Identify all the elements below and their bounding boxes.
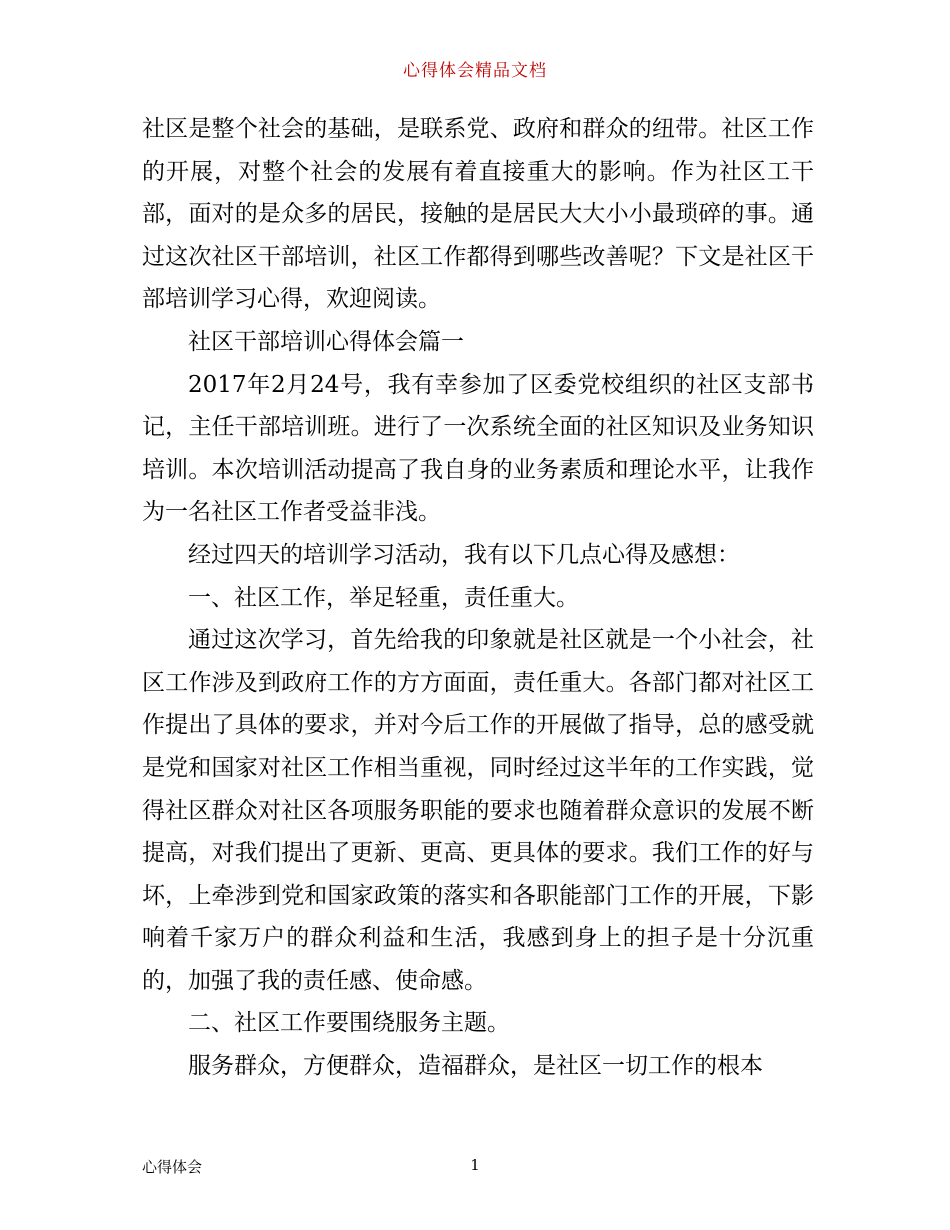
paragraph: 2017年2月24号，我有幸参加了区委党校组织的社区支部书记，主任干部培训班。进行了一次系统全面的社区知识及业务知识培训。本次培训活动提高了我自身的业务素质和理论水平，让我作为一名社区工作者受益非浅。: [142, 371, 814, 526]
page-number: 1: [470, 1156, 480, 1174]
section-heading: 社区干部培训心得体会篇一: [188, 328, 464, 355]
footer-label: 心得体会: [142, 1158, 203, 1176]
paragraph-intro: 社区是整个社会的基础，是联系党、政府和群众的纽带。社区工作的开展，对整个社会的发展有着直接重大的影响。作为社区工干部，面对的是众多的居民，接触的是居民大大小小最琐碎的事。通过这次社区干部培训，社区工作都得到哪些改善呢？下文是社区干部培训学习心得，欢迎阅读。: [142, 116, 814, 313]
document-body: [142, 108, 814, 1088]
subheading: 二、社区工作要围绕服务主题。: [188, 1010, 510, 1037]
paragraph: 服务群众，方便群众，造福群众，是社区一切工作的根本: [188, 1053, 763, 1080]
paragraph: 通过这次学习，首先给我的印象就是社区就是一个小社会，社区工作涉及到政府工作的方方面面，责任重大。各部门都对社区工作提出了具体的要求，并对今后工作的开展做了指导，总的感受就是党和国家对社区工作相当重视，同时经过这半年的工作实践，觉得社区群众对社区各项服务职能的要求也随着群众意识的发展不断提高，对我们提出了更新、更高、更具体的要求。我们工作的好与坏，上牵涉到党和国家政策的落实和各职能部门工作的开展，下影响着千家万户的群众利益和生活，我感到身上的担子是十分沉重的，加强了我的责任感、使命感。: [142, 627, 814, 994]
subheading: 一、社区工作，举足轻重，责任重大。: [188, 584, 579, 611]
document-header-title: 心得体会精品文档: [403, 61, 547, 81]
paragraph: 经过四天的培训学习活动，我有以下几点心得及感想：: [188, 541, 740, 568]
